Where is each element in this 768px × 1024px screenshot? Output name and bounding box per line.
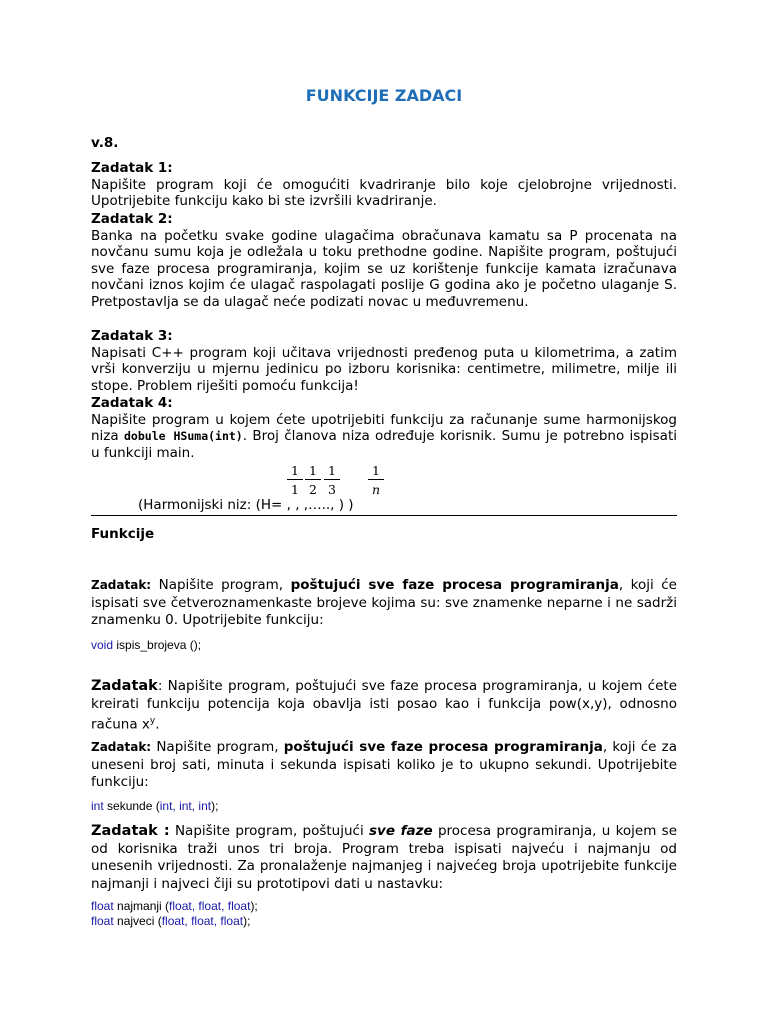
function-task-1	[91, 577, 677, 630]
version-label: v.8.	[91, 135, 119, 151]
function-task-2-label: Zadatak	[91, 678, 158, 694]
fraction-1	[287, 463, 303, 497]
fraction-n-denominator: n	[371, 482, 381, 497]
code-keyword: float	[91, 899, 114, 913]
task-2	[91, 211, 677, 311]
code-args: float, float, float	[169, 899, 251, 913]
harmonic-series-label: (Harmonijski niz: (H= , , ,….., ) )	[138, 497, 354, 513]
function-task-3-bold: poštujući sve faze procesa programiranja	[283, 739, 603, 755]
task-2-heading: Zadatak 2:	[91, 211, 173, 227]
code-signature: ispis_brojeva ();	[113, 638, 202, 652]
task-4-text-before: Napišite program u kojem ćete upotrijebiti funkciju za računanje sume harmonijskog niza	[91, 411, 677, 445]
task-3-text: Napisati C++ program koji učitava vrijednosti pređenog puta u kilometrima, a zatim vrši konverziju u mjernu jedinicu po izboru korisnika: centimetre, milimetre, milje ili stope. Problem riješiti pomoću funkcija!	[91, 344, 677, 394]
section-divider	[91, 515, 677, 516]
function-task-4-pre: Napišite program, poštujući	[169, 823, 369, 839]
function-task-4	[91, 823, 677, 893]
task-4-heading: Zadatak 4:	[91, 395, 173, 411]
code-keyword: int	[91, 799, 104, 813]
code-end: );	[211, 799, 219, 813]
function-task-2	[91, 678, 677, 734]
function-task-3-text	[91, 739, 677, 792]
function-task-4-post: procesa programiranja, u kojem se od korisnika traži unos tri broja. Program treba ispisati najveću i najmanju od unesenih vrijednosti. Za pronalaženje najmanjeg i najvećeg broja upotrijebite funkcije najmanji i najveci čiji su prototipovi dati u nastavku:	[91, 823, 677, 892]
code-keyword: void	[91, 638, 114, 652]
function-task-1-bold: poštujući sve faze procesa programiranja	[290, 577, 619, 593]
fraction-2	[305, 463, 321, 497]
function-task-2-superscript: y	[149, 716, 156, 726]
task-1-text: Napišite program koji će omogućiti kvadriranje bilo koje cjelobrojne vrijednosti. Upotrijebite funkciju kako bi ste izvršili kvadriranje.	[91, 176, 677, 210]
task-4-text	[91, 412, 677, 462]
task-4-text-after: . Broj članova niza određuje korisnik. Sumu je potrebno ispisati u funkciji main.	[91, 428, 677, 461]
code-args: float, float, float	[161, 914, 244, 928]
code-line-2	[91, 914, 258, 929]
code-end: );	[243, 914, 251, 928]
task-4-code: dobule HSuma(int)	[124, 429, 243, 444]
page-title: FUNKCIJE ZADACI	[305, 86, 463, 105]
task-3-heading: Zadatak 3:	[91, 328, 173, 344]
fraction-3	[324, 463, 340, 497]
code-function-name: najmanji (	[113, 899, 170, 913]
code-function-name: najveci (	[113, 914, 162, 928]
code-function-name: sekunde (	[103, 799, 160, 813]
function-task-3	[91, 739, 677, 792]
function-task-1-post: , koji će ispisati sve četveroznamenkaste brojeve kojima su: sve znamenke neparne i ne sadrži znamenku 0. Upotrijebite funkciju:	[91, 577, 677, 628]
code-line-1	[91, 899, 258, 914]
fraction-2-numerator: 1	[305, 463, 321, 480]
task-3	[91, 328, 677, 394]
function-task-3-code	[91, 799, 218, 814]
code-keyword: float	[91, 914, 114, 928]
fraction-n	[368, 463, 384, 497]
code-args: int, int, int	[159, 799, 212, 813]
function-task-4-code	[91, 899, 258, 929]
function-task-3-pre: Napišite program,	[151, 739, 284, 755]
task-1	[91, 160, 677, 210]
fraction-1-denominator: 1	[291, 482, 299, 497]
code-end: );	[250, 899, 258, 913]
task-1-heading: Zadatak 1:	[91, 160, 173, 176]
fraction-2-denominator: 2	[309, 482, 317, 497]
function-task-4-text	[91, 823, 677, 893]
section-heading: Funkcije	[91, 526, 155, 542]
task-4	[91, 395, 677, 461]
function-task-3-post: , koji će za uneseni broj sati, minuta i sekunda ispisati koliko je to ukupno sekundi. Upotrijebite funkciju:	[91, 739, 677, 790]
function-task-1-code	[91, 638, 201, 653]
function-task-2-end: .	[155, 716, 160, 733]
fraction-n-numerator: 1	[368, 463, 384, 480]
fraction-1-numerator: 1	[287, 463, 303, 480]
function-task-2-body: : Napišite program, poštujući sve faze procesa programiranja, u kojem ćete kreirati funkciju potencija koja obavlja isti posao kao i funkcija pow(x,y), odnosno računa x	[91, 678, 677, 733]
function-task-1-text	[91, 577, 677, 630]
function-task-4-bold: sve faze	[369, 823, 433, 839]
function-task-3-label: Zadatak:	[91, 740, 152, 754]
fraction-3-denominator: 3	[328, 482, 336, 497]
function-task-4-label: Zadatak :	[91, 823, 170, 839]
function-task-1-pre: Napišite program,	[151, 577, 291, 593]
fraction-3-numerator: 1	[324, 463, 340, 480]
function-task-1-label: Zadatak:	[91, 578, 152, 592]
function-task-2-text	[91, 678, 677, 734]
task-2-text: Banka na početku svake godine ulagačima obračunava kamatu sa P procenata na novčanu sumu koja je odležala u toku prethodne godine. Napišite program, poštujući sve faze procesa programiranja, kojim se uz korištenje funkcije kamata izračunava novčani iznos kojim će ulagač raspolagati poslije G godina ako je početno ulaganje S. Pretpostavlja se da ulagač neće podizati novac u međuvremenu.	[91, 227, 677, 310]
